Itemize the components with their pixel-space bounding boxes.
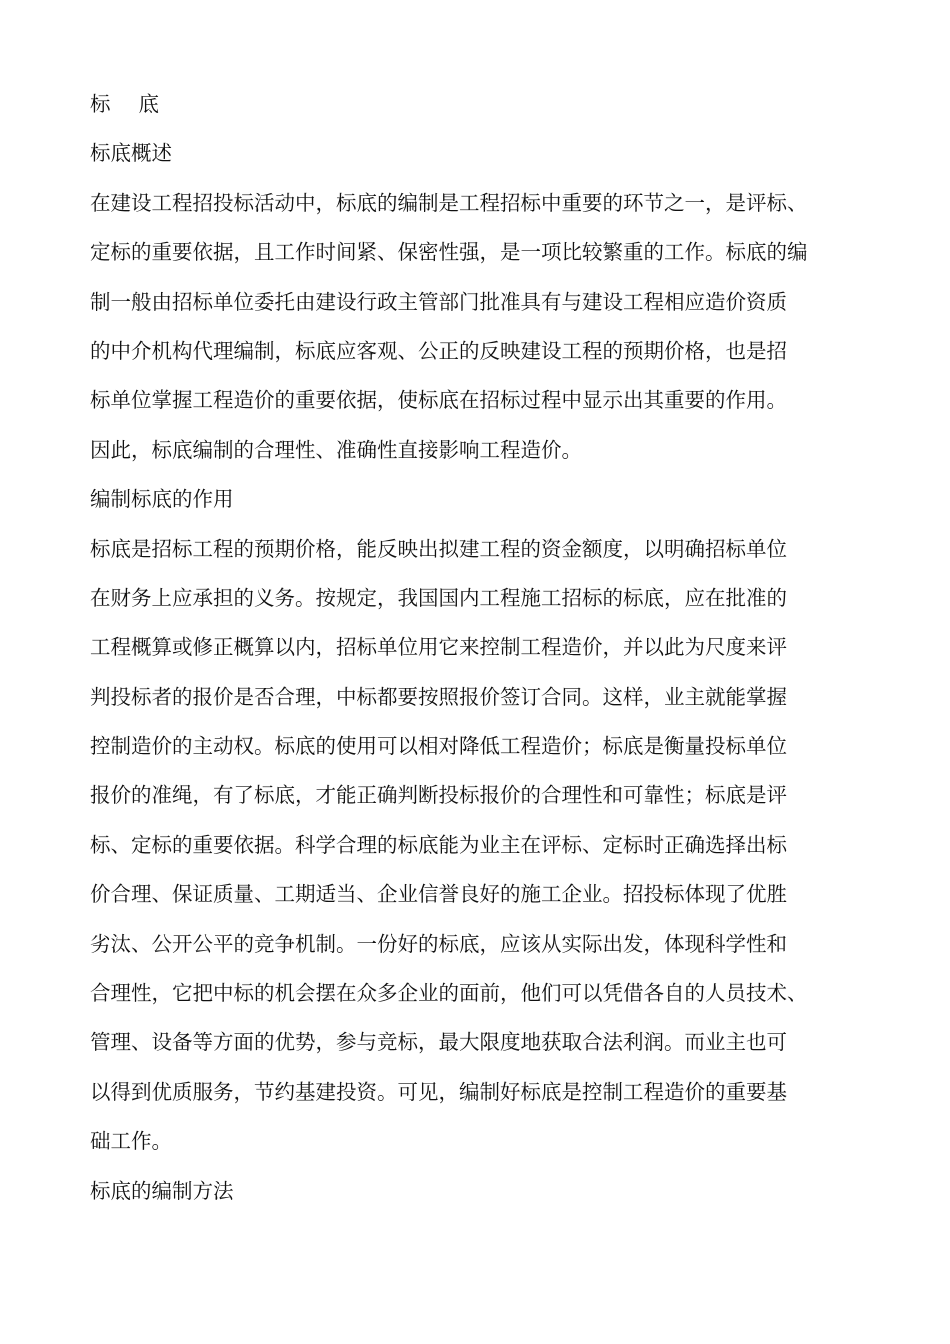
title-char-1: 标	[90, 92, 111, 116]
paragraph-line: 标底是招标工程的预期价格，能反映出拟建工程的资金额度，以明确招标单位	[90, 536, 787, 561]
paragraph-line: 劣汰、公开公平的竞争机制。一份好的标底，应该从实际出发，体现科学性和	[90, 931, 787, 956]
paragraph-line: 制一般由招标单位委托由建设行政主管部门批准具有与建设工程相应造价资质	[90, 289, 787, 314]
paragraph-line: 判投标者的报价是否合理，中标都要按照报价签订合同。这样，业主就能掌握	[90, 684, 787, 709]
paragraph-line: 因此，标底编制的合理性、准确性直接影响工程造价。	[90, 437, 582, 462]
section-heading-role: 编制标底的作用	[90, 487, 234, 512]
paragraph-line: 控制造价的主动权。标底的使用可以相对降低工程造价；标底是衡量投标单位	[90, 734, 787, 759]
document-page	[90, 92, 865, 1228]
paragraph-line: 础工作。	[90, 1129, 172, 1154]
paragraph-line: 在建设工程招投标活动中，标底的编制是工程招标中重要的环节之一，是评标、	[90, 190, 808, 215]
paragraph-line: 定标的重要依据，且工作时间紧、保密性强，是一项比较繁重的工作。标底的编	[90, 240, 808, 265]
paragraph-line: 报价的准绳，有了标底，才能正确判断投标报价的合理性和可靠性；标底是评	[90, 783, 787, 808]
paragraph-line: 以得到优质服务，节约基建投资。可见，编制好标底是控制工程造价的重要基	[90, 1079, 787, 1104]
document-title	[90, 92, 865, 116]
paragraph-line: 价合理、保证质量、工期适当、企业信誉良好的施工企业。招投标体现了优胜	[90, 882, 787, 907]
title-char-2: 底	[138, 92, 159, 116]
paragraph-line: 管理、设备等方面的优势，参与竞标，最大限度地获取合法利润。而业主也可	[90, 1030, 787, 1055]
section-heading-methods: 标底的编制方法	[90, 1178, 234, 1203]
section-heading-overview: 标底概述	[90, 141, 172, 166]
paragraph-line: 合理性，它把中标的机会摆在众多企业的面前，他们可以凭借各自的人员技术、	[90, 981, 808, 1006]
paragraph-line: 标、定标的重要依据。科学合理的标底能为业主在评标、定标时正确选择出标	[90, 832, 787, 857]
paragraph-line: 标单位掌握工程造价的重要依据，使标底在招标过程中显示出其重要的作用。	[90, 388, 787, 413]
paragraph-line: 的中介机构代理编制，标底应客观、公正的反映建设工程的预期价格，也是招	[90, 338, 787, 363]
paragraph-line: 在财务上应承担的义务。按规定，我国国内工程施工招标的标底，应在批准的	[90, 585, 787, 610]
paragraph-line: 工程概算或修正概算以内，招标单位用它来控制工程造价，并以此为尺度来评	[90, 635, 787, 660]
